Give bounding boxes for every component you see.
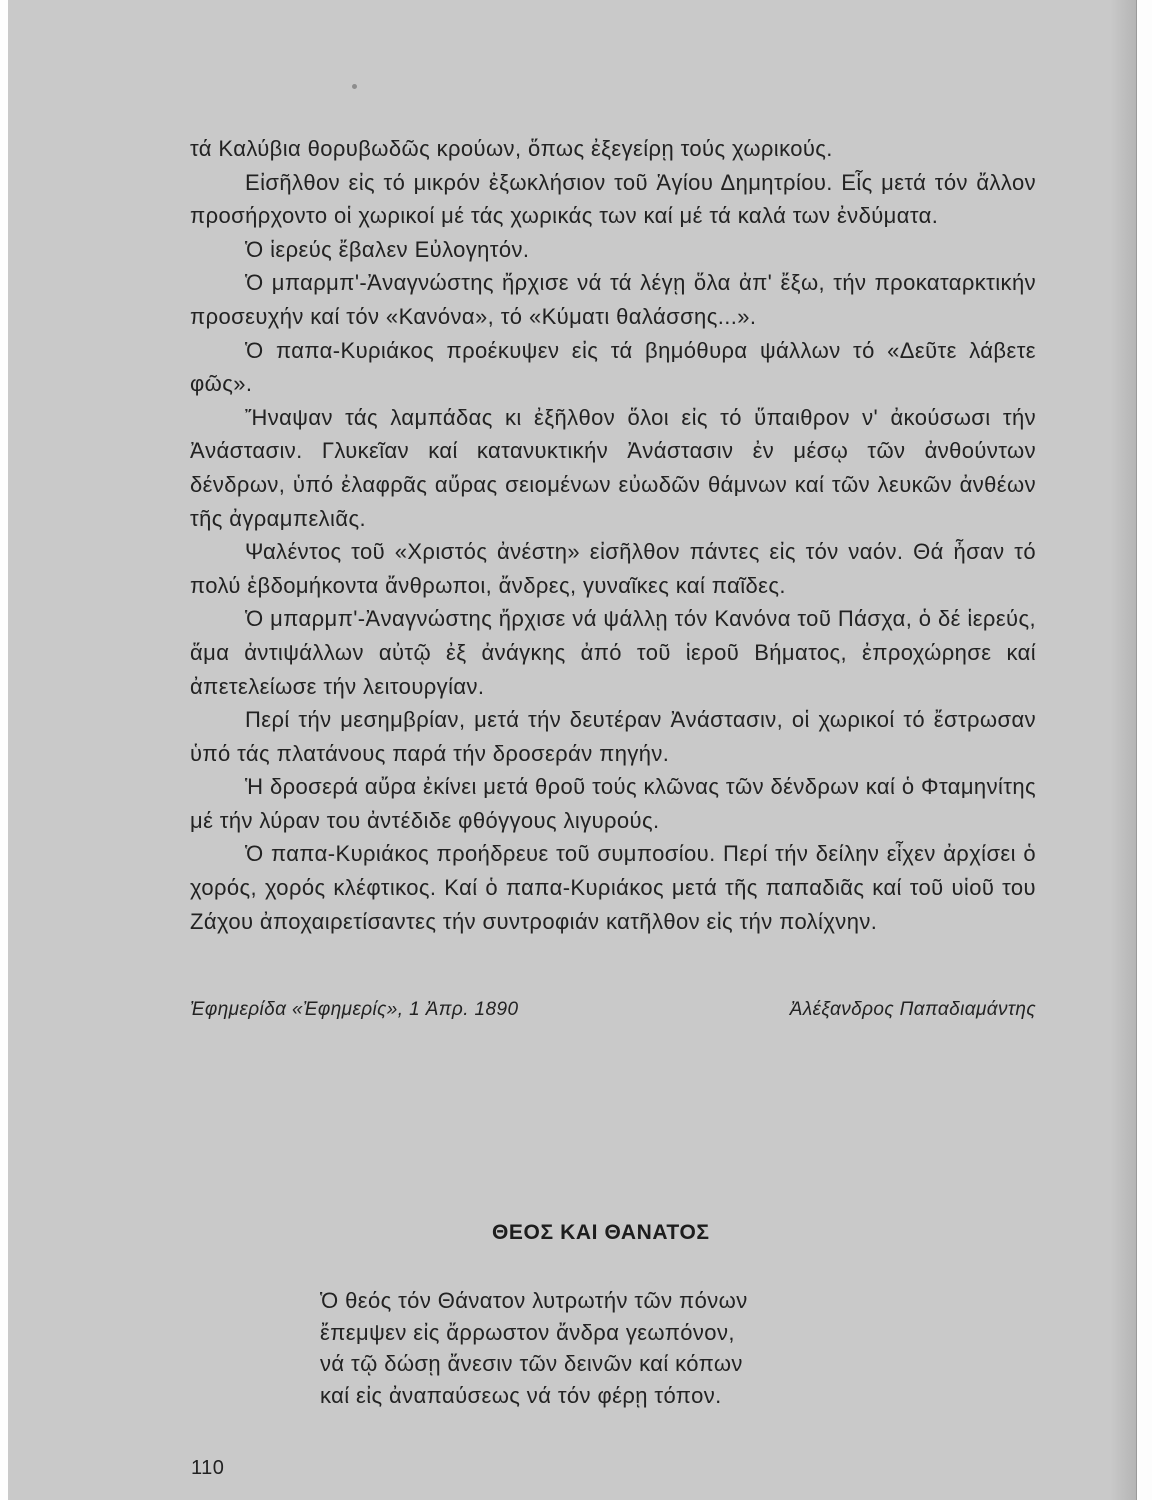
poem — [320, 1285, 940, 1411]
binding-shadow — [1110, 0, 1136, 1500]
poem-line: νά τῷ δώσῃ ἄνεσιν τῶν δεινῶν καί κόπων — [320, 1351, 743, 1376]
paragraph: Εἰσῆλθον εἰς τό μικρόν ἐξωκλήσιον τοῦ Ἁγίου Δημητρίου. Εἷς μετά τόν ἄλλον προσήρχοντο οἱ χωρικοί μέ τάς χωρικάς των καί μέ τά καλά των ἐνδύματα. — [190, 169, 1036, 229]
poem-line: καί εἰς ἀναπαύσεως νά τόν φέρῃ τόπον. — [320, 1382, 722, 1408]
paragraph: Ὁ ἱερεύς ἔβαλεν Εὐλογητόν. — [245, 236, 530, 262]
section-title: ΘΕΟΣ ΚΑΙ ΘΑΝΑΤΟΣ — [492, 1221, 710, 1244]
book-page — [8, 0, 1137, 1500]
attribution-author: Ἀλέξανδρος Παπαδιαμάντης — [789, 999, 1036, 1020]
paragraph: Ἡ δροσερά αὔρα ἐκίνει μετά θροῦ τούς κλῶνας τῶν δένδρων καί ὁ Φταμηνίτης μέ τήν λύραν του ἀντέδιδε φθόγγους λιγυρούς. — [190, 774, 1036, 833]
prose-text — [190, 132, 1036, 938]
attribution-source: Ἐφημερίδα «Ἐφημερίς», 1 Ἀπρ. 1890 — [190, 999, 519, 1020]
paragraph: Ὁ παπα-Κυριάκος προήδρευε τοῦ συμποσίου. Περί τήν δείλην εἶχεν ἀρχίσει ὁ χορός, χορός κλέφτικος. Καί ὁ παπα-Κυριάκος μετά τῆς παπαδιᾶς καί τοῦ υἱοῦ του Ζάχου ἀποχαιρετίσαντες τήν συντροφιάν κατῆλθον εἰς τήν πολίχνην. — [190, 841, 1036, 934]
poem-line: ἔπεμψεν εἰς ἄρρωστον ἄνδρα γεωπόνον, — [320, 1319, 735, 1345]
paragraph: Ἤναψαν τάς λαμπάδας κι ἐξῆλθον ὅλοι εἰς τό ὕπαιθρον ν' ἀκούσωσι τήν Ἀνάστασιν. Γλυκεῖαν καί κατανυκτικήν Ἀνάστασιν ἐν μέσῳ τῶν ἀνθούντων δένδρων, ὑπό ἐλαφρᾶς αὔρας σειομένων εὐωδῶν θάμνων καί τῶν λευκῶν ἀνθέων τῆς ἀγραμπελιᾶς. — [190, 404, 1036, 531]
paragraph: Ὁ μπαρμπ'-Ἀναγνώστης ἤρχισε νά ψάλλῃ τόν Κανόνα τοῦ Πάσχα, ὁ δέ ἱερεύς, ἅμα ἀντιψάλλων αὐτῷ ἐξ ἀνάγκης ἀπό τοῦ ἱεροῦ Βήματος, ἐπροχώρησε καί ἀπετελείωσε τήν λειτουργίαν. — [190, 606, 1036, 699]
page-number: 110 — [191, 1457, 225, 1479]
paper-speck — [352, 84, 357, 89]
paragraph: Ὁ μπαρμπ'-Ἀναγνώστης ἤρχισε νά τά λέγῃ ὅλα ἀπ' ἔξω, τήν προκαταρκτικήν προσευχήν καί τόν «Κανόνα», τό «Κύματι θαλάσσης...». — [190, 270, 1036, 329]
paragraph: τά Καλύβια θορυβωδῶς κρούων, ὅπως ἐξεγείρῃ τούς χωρικούς. — [190, 136, 833, 161]
paragraph: Ὁ παπα-Κυριάκος προέκυψεν εἰς τά βημόθυρα ψάλλων τό «Δεῦτε λάβετε φῶς». — [190, 337, 1036, 397]
paragraph: Ψαλέντος τοῦ «Χριστός ἀνέστη» εἰσῆλθον πάντες εἰς τόν ναόν. Θά ἦσαν τό πολύ ἑβδομήκοντα ἄνθρωποι, ἄνδρες, γυναῖκες καί παῖδες. — [190, 539, 1036, 598]
poem-line: Ὁ θεός τόν Θάνατον λυτρωτήν τῶν πόνων — [320, 1288, 748, 1313]
paragraph: Περί τήν μεσημβρίαν, μετά τήν δευτέραν Ἀνάστασιν, οἱ χωρικοί τό ἔστρωσαν ὑπό τάς πλατάνους παρά τήν δροσεράν πηγήν. — [190, 707, 1036, 766]
